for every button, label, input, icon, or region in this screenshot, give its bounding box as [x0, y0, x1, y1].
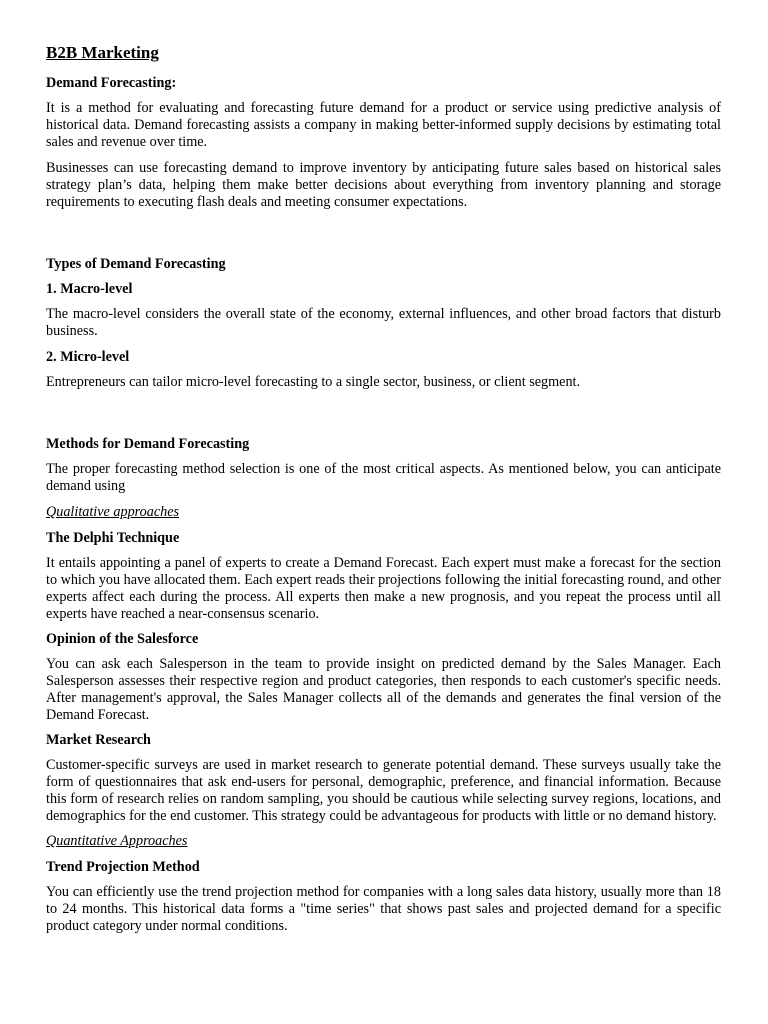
- micro-level-heading: 2. Micro-level: [46, 349, 130, 365]
- methods-heading: Methods for Demand Forecasting: [46, 436, 250, 452]
- demand-forecasting-paragraph-2: Businesses can use forecasting demand to improve inventory by anticipating future sales based on historical sales strategy plan’s data, helping them make better decisions about everything from inventory planning and storage requirements to executing flash deals and meeting consumer expectations.: [46, 160, 721, 210]
- document-title: B2B Marketing: [46, 43, 159, 62]
- demand-forecasting-heading: Demand Forecasting:: [46, 75, 177, 91]
- methods-intro: The proper forecasting method selection is one of the most critical aspects. As mentioned below, you can anticipate demand using: [46, 461, 721, 494]
- salesforce-text: You can ask each Salesperson in the team to provide insight on predicted demand by the Sales Manager. Each Salesperson assesses their respective region and product categories, then responds to each customer's specific needs. After management's approval, the Sales Manager collects all of the demands and generates the final version of the Demand Forecast.: [46, 656, 721, 723]
- salesforce-heading: Opinion of the Salesforce: [46, 631, 199, 647]
- trend-projection-heading: Trend Projection Method: [46, 859, 200, 875]
- macro-level-heading: 1. Macro-level: [46, 281, 133, 297]
- demand-forecasting-paragraph-1: It is a method for evaluating and forecasting future demand for a product or service using predictive analysis of historical data. Demand forecasting assists a company in making better-informed supply decisions by estimating total sales and revenue over time.: [46, 100, 721, 150]
- spacer: [46, 400, 721, 436]
- market-research-heading: Market Research: [46, 732, 151, 748]
- trend-projection-text: You can efficiently use the trend projection method for companies with a long sales data history, usually more than 18 to 24 months. This historical data forms a "time series" that shows past sales and projected demand for a specific product category under normal conditions.: [46, 884, 721, 934]
- macro-level-text: The macro-level considers the overall state of the economy, external influences, and other broad factors that disturb business.: [46, 306, 721, 339]
- micro-level-text: Entrepreneurs can tailor micro-level forecasting to a single sector, business, or client segment.: [46, 374, 581, 390]
- quantitative-approaches-label: Quantitative Approaches: [46, 833, 188, 849]
- delphi-heading: The Delphi Technique: [46, 530, 180, 546]
- market-research-text: Customer-specific surveys are used in market research to generate potential demand. These surveys usually take the form of questionnaires that ask end-users for personal, demographic, preference, and financial information. Because this form of research relies on random sampling, you should be cautious while selecting survey regions, locations, and demographics for the end customer. This strategy could be advantageous for products with little or no demand history.: [46, 757, 721, 824]
- spacer: [46, 220, 721, 256]
- qualitative-approaches-label: Qualitative approaches: [46, 504, 180, 520]
- delphi-text: It entails appointing a panel of experts to create a Demand Forecast. Each expert must make a forecast for the section to which you have allocated them. Each expert reads their projections following the initial forecasting round, and other experts affect each during the process. All experts then make a new prognosis, and you repeat the process until all experts have reached a near-consensus scenario.: [46, 555, 721, 622]
- types-heading: Types of Demand Forecasting: [46, 256, 226, 272]
